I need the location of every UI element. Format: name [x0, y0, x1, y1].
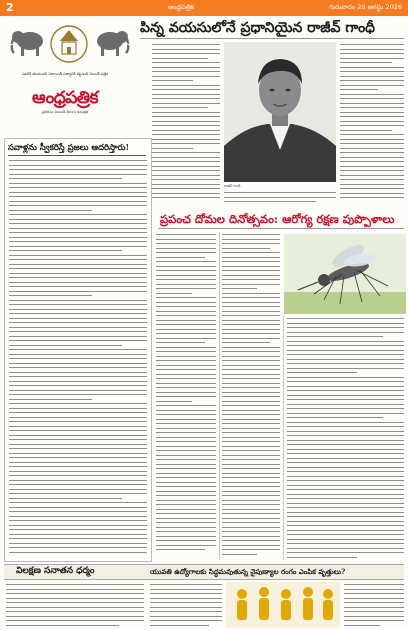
- lead-article-col-3: [224, 192, 336, 208]
- divider: [140, 38, 404, 39]
- mosquito-icon: [284, 234, 406, 314]
- temple-seal-icon: [48, 23, 90, 65]
- editorial-body: [9, 160, 147, 556]
- masthead-title: ఆంధ్రపత్రిక: [32, 88, 98, 108]
- column-body: [6, 584, 144, 628]
- photo-caption: రాజీవ్ గాంధీ: [224, 184, 241, 188]
- people-illustration: [226, 582, 340, 628]
- issue-date: గురువారం 20 ఆగస్టు 2026: [329, 3, 402, 11]
- column-rule: [219, 232, 220, 560]
- masthead-logo: [4, 19, 134, 135]
- divider: [8, 155, 146, 156]
- editorial-title: సవాళ్లను స్వీకరిస్తే ప్రజలు ఆదరిస్తారు!: [8, 142, 130, 152]
- elephant-emblem-left-icon: [8, 21, 48, 61]
- divider: [158, 228, 404, 229]
- health-headline: ప్రపంచ దోమల దినోత్సవం: ఆరోగ్య రక్షణ పుప్పొళాలు: [160, 212, 395, 226]
- lead-article-col-1: [152, 44, 220, 206]
- youth-headline: యువతి ఉద్యోగాలకు సిద్ధమవుతున్న నైపుణ్యాల రంగం ఎంపిక వృత్తులు?: [150, 567, 346, 576]
- lead-article-col-2: [340, 44, 404, 206]
- lead-headline: పిన్న వయసులోనే ప్రధానియైన రాజీవ్ గాంధీ: [140, 20, 376, 36]
- youth-article-col-2: [344, 584, 404, 628]
- masthead-slogan: ఎవరికీ తలవంచని నిజాయితీ సత్యానికి కట్టుబడి నిలబడే పత్రిక: [21, 72, 109, 76]
- youth-article-col-1: [150, 584, 222, 628]
- mosquito-illustration: [284, 234, 406, 314]
- column-title: విలక్షణ సనాతన ధర్మం: [16, 566, 95, 576]
- section-label: ఆంధ్రపత్రిక: [168, 3, 195, 11]
- elephant-emblem-right-icon: [92, 21, 132, 61]
- health-article-col-3: [287, 318, 404, 560]
- health-article-col-2: [222, 234, 280, 560]
- portrait-photo: [224, 42, 336, 182]
- page-number: 2: [6, 1, 14, 14]
- health-article-col-1: [156, 234, 216, 560]
- masthead-subtitle: ప్రతిదినం వెలువడే తెలుగు దినపత్రిక: [41, 110, 89, 114]
- column-rule: [283, 316, 284, 560]
